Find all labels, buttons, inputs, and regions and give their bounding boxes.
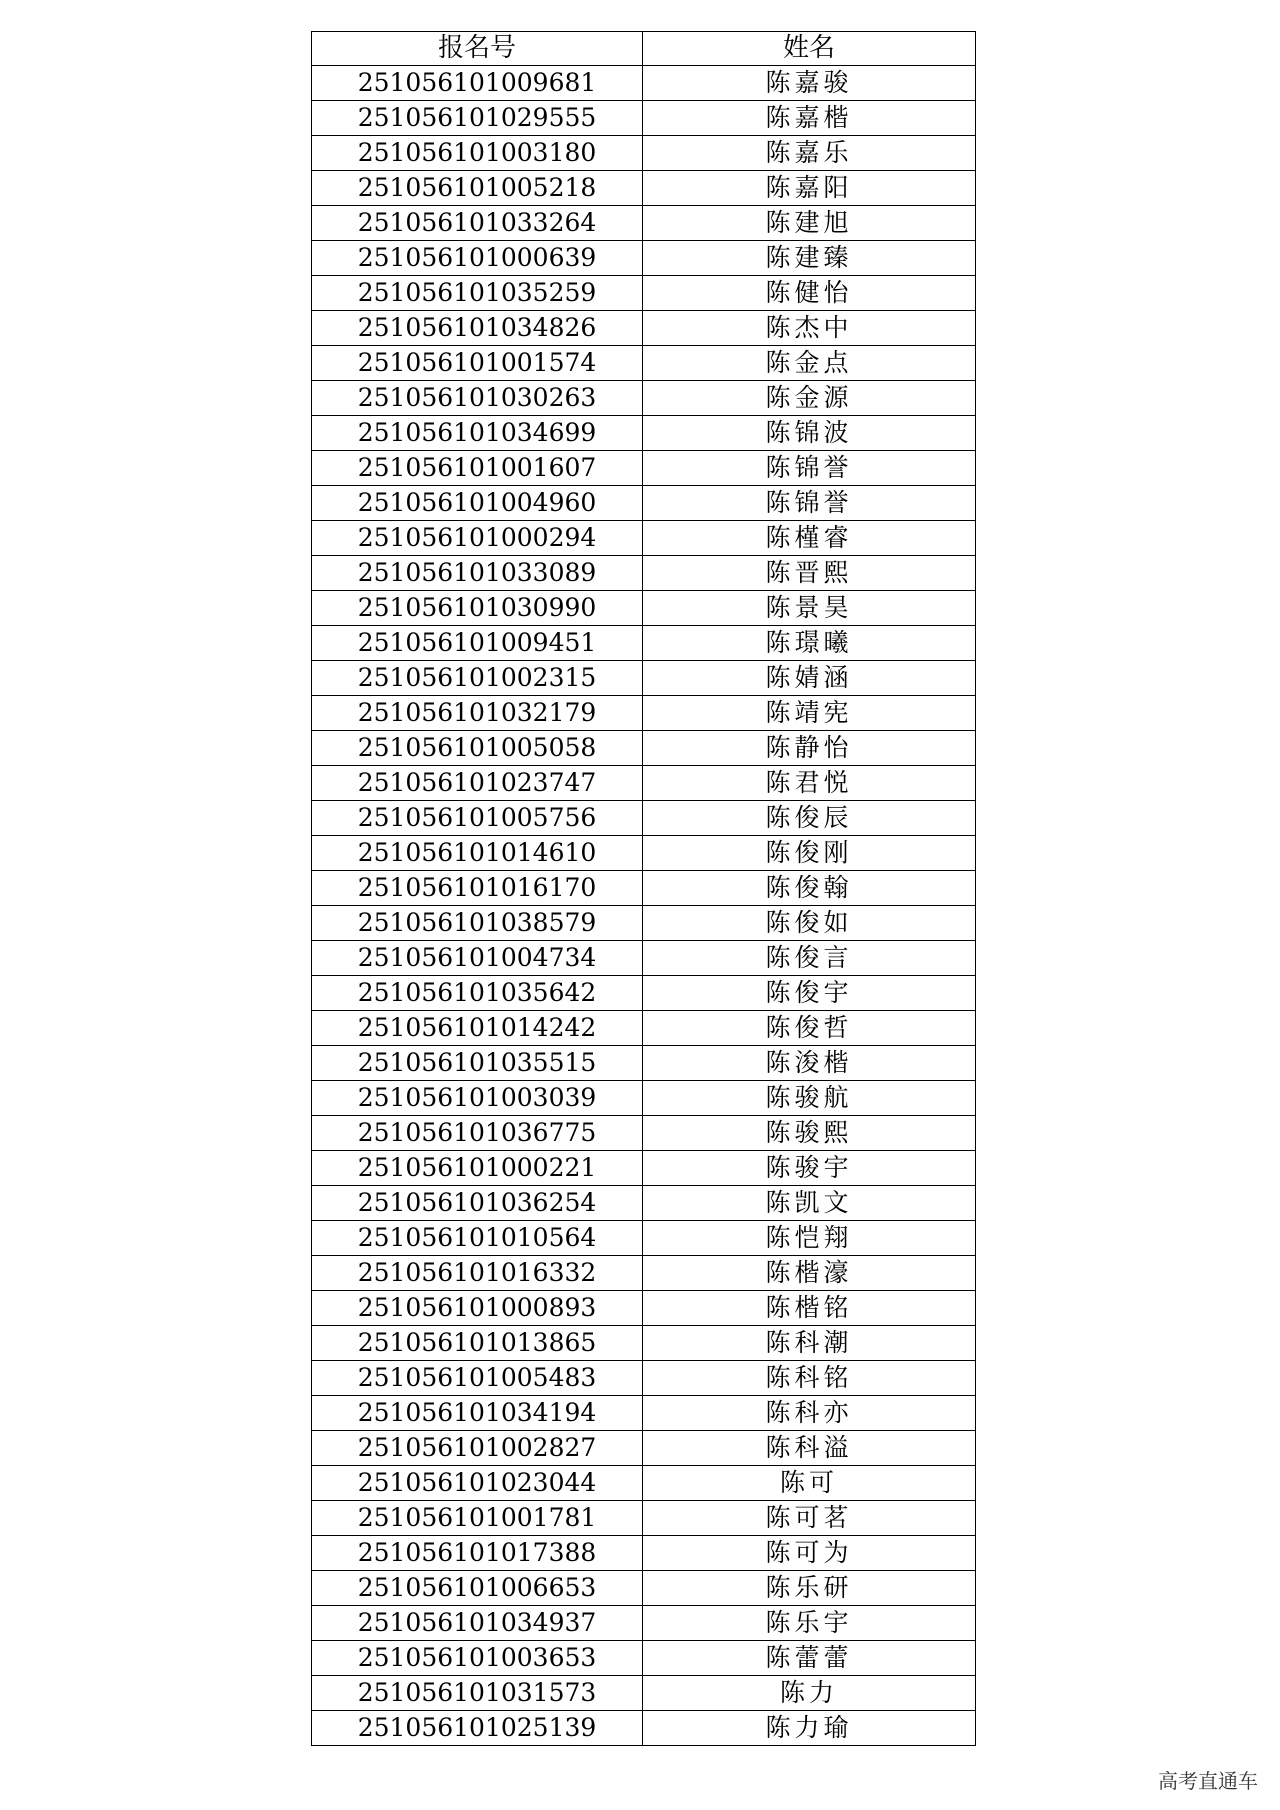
name-cell: 陈嘉楷	[643, 101, 976, 136]
registration-number-cell: 251056101016170	[312, 871, 643, 906]
name-cell: 陈骏航	[643, 1081, 976, 1116]
registration-number-cell: 251056101034826	[312, 311, 643, 346]
registration-number-cell: 251056101009451	[312, 626, 643, 661]
registration-number-cell: 251056101002827	[312, 1431, 643, 1466]
table-row	[312, 941, 976, 976]
table-row	[312, 486, 976, 521]
name-cell: 陈科亦	[643, 1396, 976, 1431]
header-row	[312, 32, 976, 66]
registration-number-cell: 251056101036254	[312, 1186, 643, 1221]
name-cell: 陈嘉乐	[643, 136, 976, 171]
name-cell: 陈杰中	[643, 311, 976, 346]
registration-number-cell: 251056101006653	[312, 1571, 643, 1606]
table-row	[312, 1431, 976, 1466]
registration-number-cell: 251056101014242	[312, 1011, 643, 1046]
name-cell: 陈可为	[643, 1536, 976, 1571]
name-cell: 陈俊哲	[643, 1011, 976, 1046]
table-row	[312, 171, 976, 206]
registration-number-cell: 251056101001607	[312, 451, 643, 486]
table-row	[312, 556, 976, 591]
registration-number-cell: 251056101025139	[312, 1711, 643, 1746]
name-cell: 陈锦誉	[643, 486, 976, 521]
roster-body	[312, 66, 976, 1746]
table-row	[312, 1256, 976, 1291]
name-cell: 陈楷铭	[643, 1291, 976, 1326]
table-row	[312, 1641, 976, 1676]
table-row	[312, 1536, 976, 1571]
registration-number-cell: 251056101001574	[312, 346, 643, 381]
name-cell: 陈建臻	[643, 241, 976, 276]
registration-number-cell: 251056101030990	[312, 591, 643, 626]
table-row	[312, 626, 976, 661]
table-row	[312, 836, 976, 871]
admission-roster-table	[311, 31, 976, 1746]
table-row	[312, 1046, 976, 1081]
registration-number-cell: 251056101000639	[312, 241, 643, 276]
name-cell: 陈锦誉	[643, 451, 976, 486]
name-cell: 陈科铭	[643, 1361, 976, 1396]
registration-number-cell: 251056101013865	[312, 1326, 643, 1361]
registration-number-cell: 251056101003653	[312, 1641, 643, 1676]
table-row	[312, 1116, 976, 1151]
name-cell: 陈俊言	[643, 941, 976, 976]
table-row	[312, 1291, 976, 1326]
registration-number-cell: 251056101000893	[312, 1291, 643, 1326]
name-cell: 陈凯文	[643, 1186, 976, 1221]
registration-number-cell: 251056101005058	[312, 731, 643, 766]
table-row	[312, 1571, 976, 1606]
name-cell: 陈锦波	[643, 416, 976, 451]
table-row	[312, 1326, 976, 1361]
registration-number-cell: 251056101035259	[312, 276, 643, 311]
registration-number-cell: 251056101001781	[312, 1501, 643, 1536]
table-row	[312, 1011, 976, 1046]
table-row	[312, 1711, 976, 1746]
registration-number-cell: 251056101004960	[312, 486, 643, 521]
name-cell: 陈浚楷	[643, 1046, 976, 1081]
table-row	[312, 1186, 976, 1221]
registration-number-cell: 251056101033264	[312, 206, 643, 241]
registration-number-cell: 251056101031573	[312, 1676, 643, 1711]
name-cell: 陈蕾蕾	[643, 1641, 976, 1676]
name-cell: 陈恺翔	[643, 1221, 976, 1256]
name-cell: 陈可茗	[643, 1501, 976, 1536]
header-registration-number: 报名号	[312, 32, 643, 66]
name-cell: 陈金源	[643, 381, 976, 416]
table-row	[312, 801, 976, 836]
registration-number-cell: 251056101005756	[312, 801, 643, 836]
registration-number-cell: 251056101002315	[312, 661, 643, 696]
name-cell: 陈俊辰	[643, 801, 976, 836]
table-row	[312, 731, 976, 766]
registration-number-cell: 251056101023747	[312, 766, 643, 801]
registration-number-cell: 251056101010564	[312, 1221, 643, 1256]
registration-number-cell: 251056101030263	[312, 381, 643, 416]
table-row	[312, 1081, 976, 1116]
name-cell: 陈槿睿	[643, 521, 976, 556]
registration-number-cell: 251056101009681	[312, 66, 643, 101]
name-cell: 陈靖宪	[643, 696, 976, 731]
name-cell: 陈健怡	[643, 276, 976, 311]
registration-number-cell: 251056101005483	[312, 1361, 643, 1396]
name-cell: 陈俊如	[643, 906, 976, 941]
table-row	[312, 416, 976, 451]
registration-number-cell: 251056101003039	[312, 1081, 643, 1116]
registration-number-cell: 251056101036775	[312, 1116, 643, 1151]
registration-number-cell: 251056101000294	[312, 521, 643, 556]
table-row	[312, 206, 976, 241]
table-row	[312, 1676, 976, 1711]
name-cell: 陈力瑜	[643, 1711, 976, 1746]
table-row	[312, 346, 976, 381]
registration-number-cell: 251056101014610	[312, 836, 643, 871]
registration-number-cell: 251056101005218	[312, 171, 643, 206]
table-row	[312, 241, 976, 276]
name-cell: 陈婧涵	[643, 661, 976, 696]
table-row	[312, 66, 976, 101]
table-row	[312, 101, 976, 136]
table-row	[312, 976, 976, 1011]
table-row	[312, 1396, 976, 1431]
registration-number-cell: 251056101023044	[312, 1466, 643, 1501]
table-row	[312, 381, 976, 416]
registration-number-cell: 251056101017388	[312, 1536, 643, 1571]
registration-number-cell: 251056101035515	[312, 1046, 643, 1081]
name-cell: 陈静怡	[643, 731, 976, 766]
name-cell: 陈建旭	[643, 206, 976, 241]
registration-number-cell: 251056101004734	[312, 941, 643, 976]
name-cell: 陈璟曦	[643, 626, 976, 661]
table-row	[312, 276, 976, 311]
name-cell: 陈景昊	[643, 591, 976, 626]
table-row	[312, 1361, 976, 1396]
registration-number-cell: 251056101000221	[312, 1151, 643, 1186]
registration-number-cell: 251056101035642	[312, 976, 643, 1011]
name-cell: 陈俊宇	[643, 976, 976, 1011]
table-row	[312, 766, 976, 801]
table-row	[312, 661, 976, 696]
table-row	[312, 1221, 976, 1256]
name-cell: 陈俊翰	[643, 871, 976, 906]
table-row	[312, 1151, 976, 1186]
name-cell: 陈骏熙	[643, 1116, 976, 1151]
name-cell: 陈楷濠	[643, 1256, 976, 1291]
table-row	[312, 1501, 976, 1536]
registration-number-cell: 251056101034699	[312, 416, 643, 451]
name-cell: 陈俊刚	[643, 836, 976, 871]
watermark-text: 高考直通车	[1158, 1769, 1258, 1793]
name-cell: 陈晋熙	[643, 556, 976, 591]
header-name: 姓名	[643, 32, 976, 66]
name-cell: 陈金点	[643, 346, 976, 381]
table-row	[312, 136, 976, 171]
name-cell: 陈可	[643, 1466, 976, 1501]
name-cell: 陈乐宇	[643, 1606, 976, 1641]
table-row	[312, 521, 976, 556]
registration-number-cell: 251056101033089	[312, 556, 643, 591]
table-row	[312, 1606, 976, 1641]
registration-number-cell: 251056101038579	[312, 906, 643, 941]
name-cell: 陈君悦	[643, 766, 976, 801]
table-row	[312, 1466, 976, 1501]
name-cell: 陈科溢	[643, 1431, 976, 1466]
table-row	[312, 591, 976, 626]
registration-number-cell: 251056101032179	[312, 696, 643, 731]
name-cell: 陈骏宇	[643, 1151, 976, 1186]
name-cell: 陈嘉阳	[643, 171, 976, 206]
registration-number-cell: 251056101016332	[312, 1256, 643, 1291]
table-row	[312, 451, 976, 486]
registration-number-cell: 251056101034937	[312, 1606, 643, 1641]
name-cell: 陈力	[643, 1676, 976, 1711]
table-row	[312, 311, 976, 346]
name-cell: 陈乐研	[643, 1571, 976, 1606]
registration-number-cell: 251056101034194	[312, 1396, 643, 1431]
registration-number-cell: 251056101029555	[312, 101, 643, 136]
table-row	[312, 871, 976, 906]
name-cell: 陈科潮	[643, 1326, 976, 1361]
registration-number-cell: 251056101003180	[312, 136, 643, 171]
name-cell: 陈嘉骏	[643, 66, 976, 101]
table-row	[312, 696, 976, 731]
table-row	[312, 906, 976, 941]
